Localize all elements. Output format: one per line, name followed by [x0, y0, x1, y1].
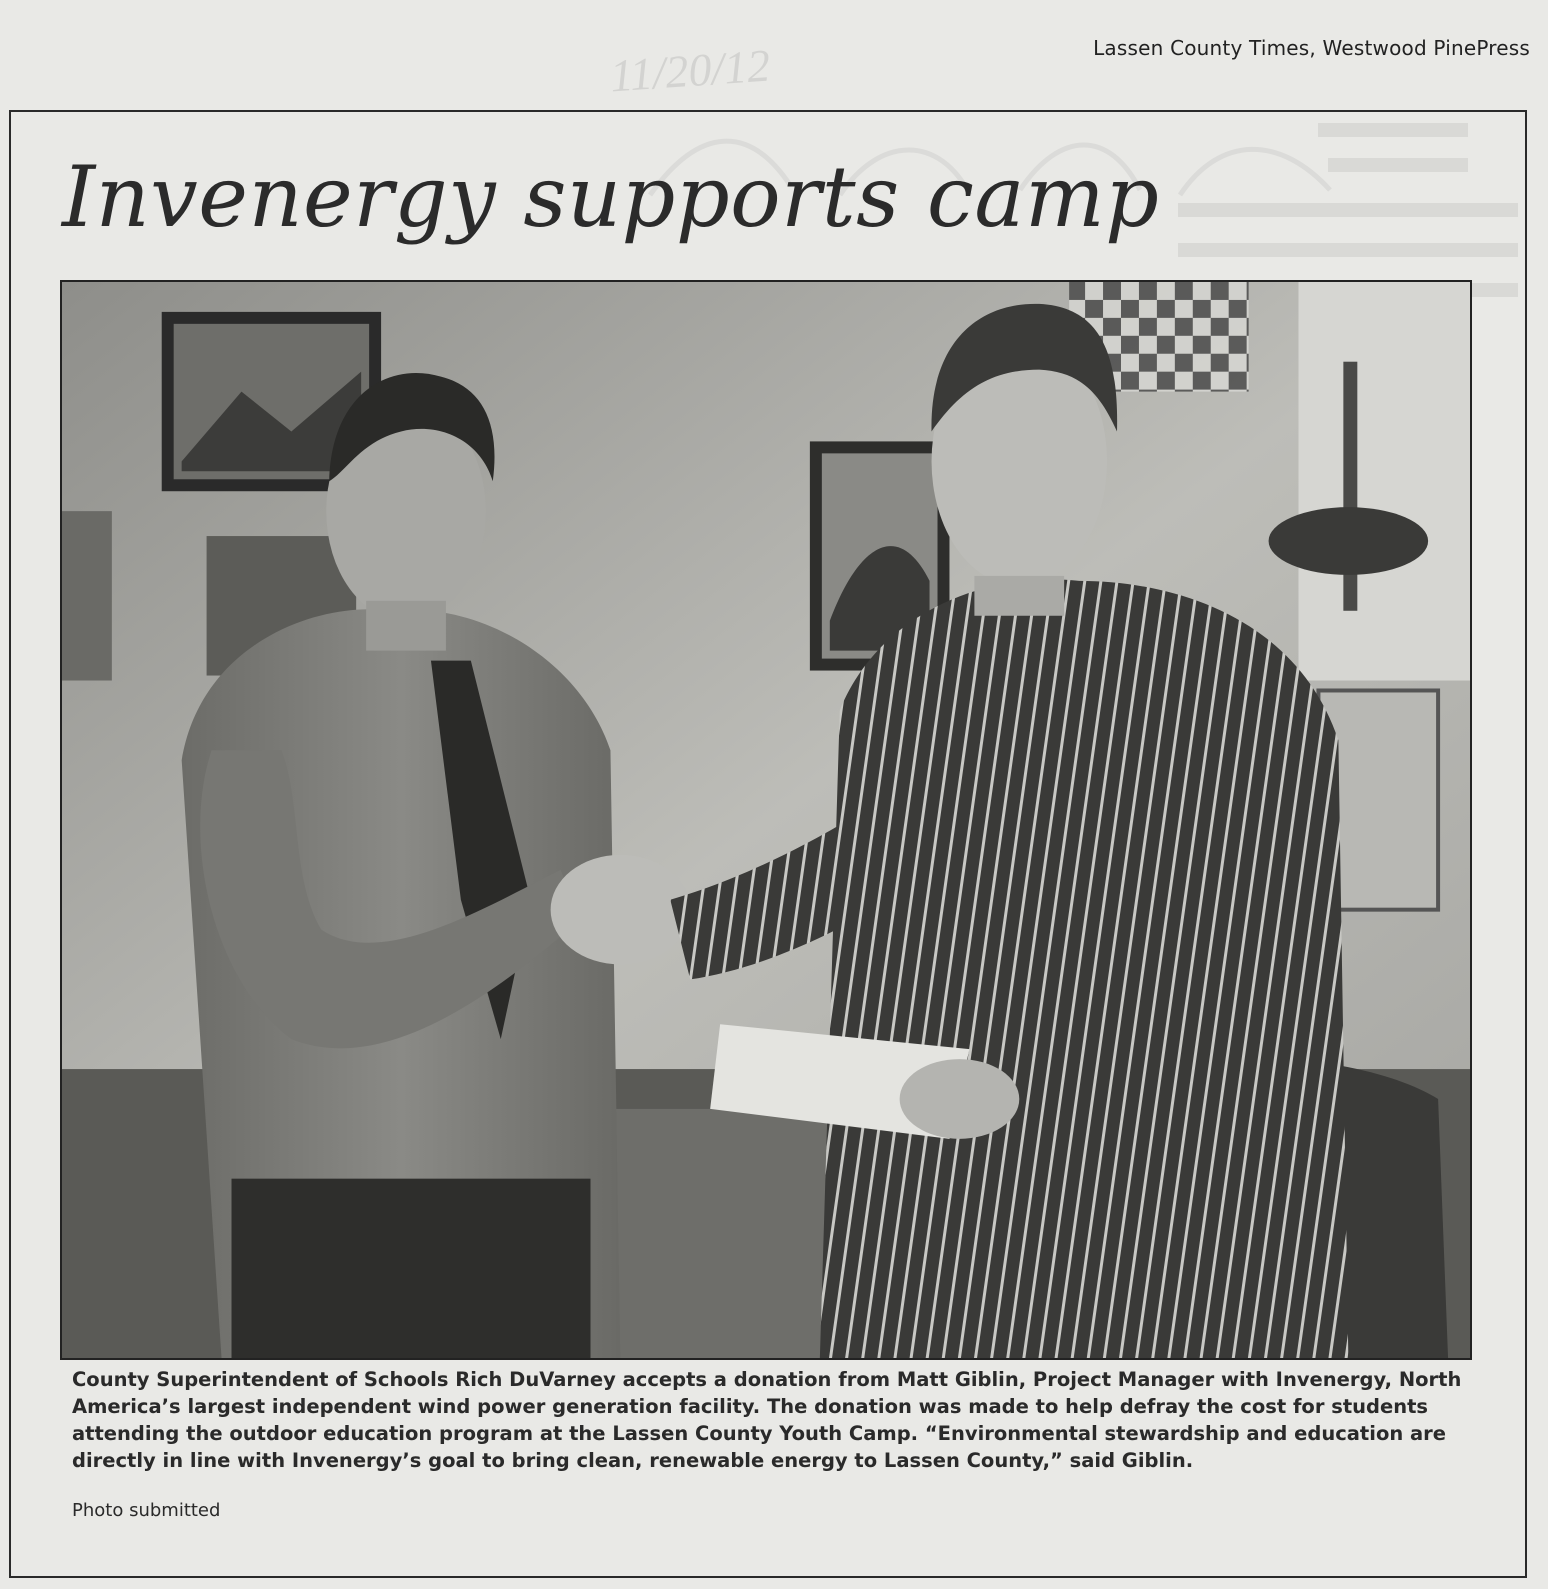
headline: Invenergy supports camp	[62, 148, 1160, 246]
news-photo	[60, 280, 1472, 1360]
photo-credit: Photo submitted	[72, 1500, 221, 1521]
publication-name: Lassen County Times, Westwood PinePress	[1093, 36, 1530, 60]
handwritten-date: 11/20/12	[608, 39, 772, 102]
photo-caption: County Superintendent of Schools Rich DuVarney accepts a donation from Matt Giblin, Project Manager with Invenergy, North America’s largest independent wind power generation facility. The donation was made to help defray the cost for students attending the outdoor education program at the Lassen County Youth Camp. “Environmental stewardship and education are directly in line with Invenergy’s goal to bring clean, renewable energy to Lassen County,” said Giblin.	[72, 1368, 1462, 1472]
handshake-photo-illustration	[62, 282, 1470, 1358]
